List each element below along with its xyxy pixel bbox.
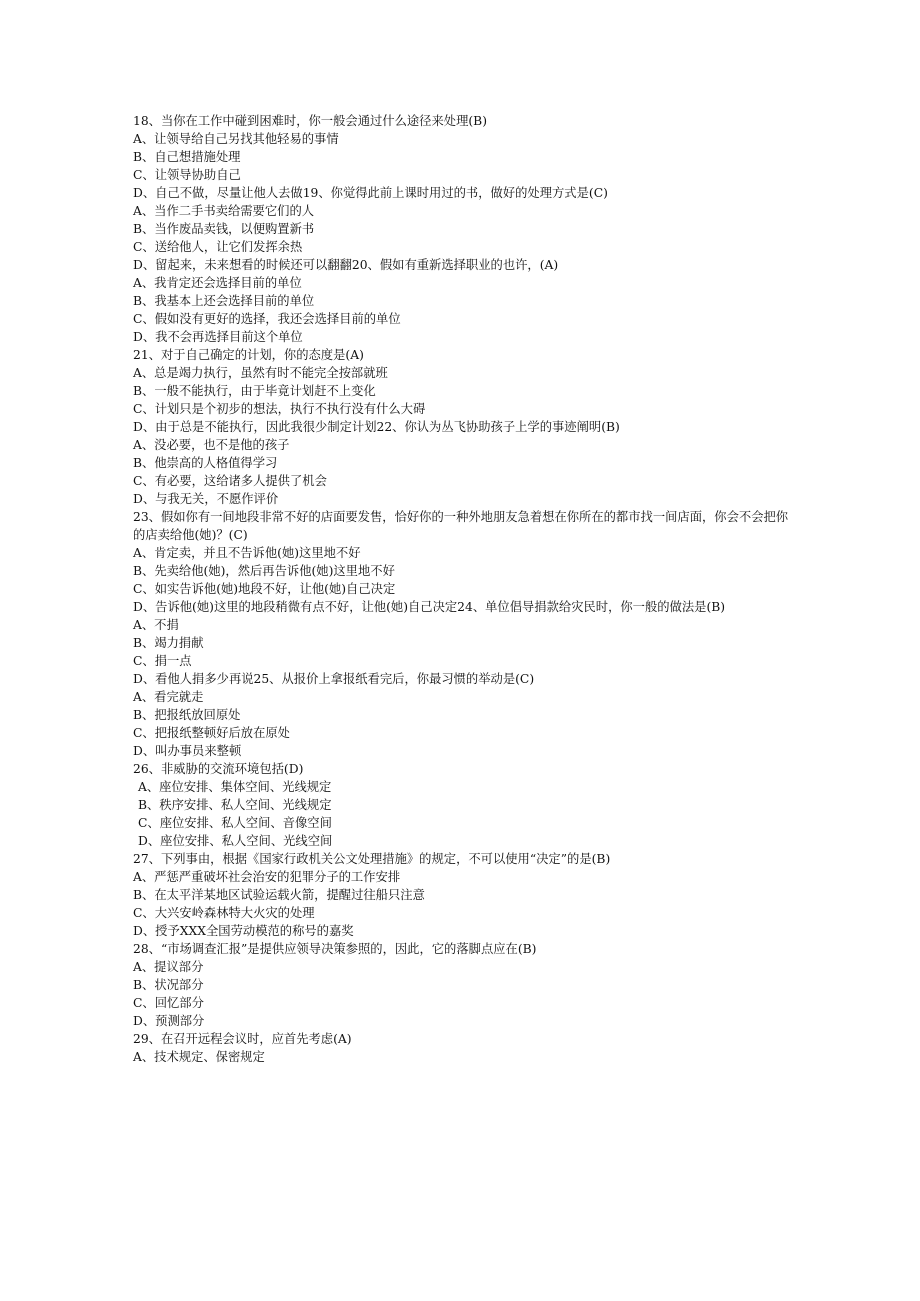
option-b: B、先卖给他(她)，然后再告诉他(她)这里地不好	[133, 564, 395, 578]
option-b: B、把报纸放回原处	[133, 708, 241, 722]
option-c: C、把报纸整顿好后放在原处	[133, 726, 290, 740]
option-d: D、叫办事员来整顿	[133, 744, 242, 758]
option-d: D、座位安排、私人空间、光线空间	[138, 834, 333, 848]
option-b: B、秩序安排、私人空间、光线规定	[138, 798, 332, 812]
option-b: B、他崇高的人格值得学习	[133, 456, 278, 470]
option-d-question-25: D、看他人捐多少再说25、从报价上拿报纸看完后，你最习惯的举动是(C)	[133, 672, 535, 686]
option-d-question-19: D、自己不做，尽量让他人去做19、你觉得此前上课时用过的书，做好的处理方式是(C)	[133, 186, 608, 200]
option-b: B、竭力捐献	[133, 636, 204, 650]
option-a: A、让领导给自己另找其他轻易的事情	[133, 132, 339, 146]
option-c: C、让领导协助自己	[133, 168, 241, 182]
option-c: C、假如没有更好的选择，我还会选择目前的单位	[133, 312, 401, 326]
option-c: C、如实告诉他(她)地段不好，让他(她)自己决定	[133, 582, 396, 596]
option-a: A、没必要，也不是他的孩子	[133, 438, 290, 452]
option-b: B、当作废品卖钱，以便购置新书	[133, 222, 315, 236]
option-c: C、大兴安岭森林特大火灾的处理	[133, 906, 315, 920]
document-body	[133, 112, 793, 1066]
option-c: C、有必要，这给诸多人提供了机会	[133, 474, 327, 488]
question-23: 23、假如你有一间地段非常不好的店面要发售，恰好你的一种外地朋友急着想在你所在的都市找一间店面，你会不会把你的店卖给他(她)？(C)	[133, 510, 789, 542]
option-a: A、不捐	[133, 618, 179, 632]
option-c: C、计划只是个初步的想法，执行不执行没有什么大碍	[133, 402, 426, 416]
option-d: D、预测部分	[133, 1014, 205, 1028]
option-a: A、看完就走	[133, 690, 204, 704]
option-a: A、总是竭力执行，虽然有时不能完全按部就班	[133, 366, 388, 380]
option-d: D、授予XXX全国劳动模范的称号的嘉奖	[133, 924, 354, 938]
option-c: C、捐一点	[133, 654, 192, 668]
option-a: A、肯定卖，并且不告诉他(她)这里地不好	[133, 546, 361, 560]
option-b: B、自己想措施处理	[133, 150, 241, 164]
question-26: 26、非威胁的交流环境包括(D)	[133, 762, 304, 776]
option-d-question-20: D、留起来，未来想看的时候还可以翻翻20、假如有重新选择职业的也许，(A)	[133, 258, 559, 272]
option-a: A、严惩严重破坏社会治安的犯罪分子的工作安排	[133, 870, 401, 884]
option-b: B、一般不能执行，由于毕竟计划赶不上变化	[133, 384, 376, 398]
option-d-question-24: D、告诉他(她)这里的地段稍微有点不好，让他(她)自己决定24、单位倡导捐款给灾民时，你一般的做法是(B)	[133, 600, 726, 614]
question-18: 18、当你在工作中碰到困难时，你一般会通过什么途径来处理(B)	[133, 114, 487, 128]
option-b: B、在太平洋某地区试验运载火箭，提醒过往船只注意	[133, 888, 425, 902]
option-c: C、座位安排、私人空间、音像空间	[138, 816, 332, 830]
question-28: 28、“市场调查汇报”是提供应领导决策参照的，因此，它的落脚点应在(B)	[133, 942, 537, 956]
option-d-question-22: D、由于总是不能执行，因此我很少制定计划22、你认为丛飞协助孩子上学的事迹阐明(B)	[133, 420, 620, 434]
question-29: 29、在召开远程会议时，应首先考虑(A)	[133, 1032, 352, 1046]
option-a: A、当作二手书卖给需要它们的人	[133, 204, 315, 218]
option-b: B、我基本上还会选择目前的单位	[133, 294, 315, 308]
option-c: C、回忆部分	[133, 996, 204, 1010]
option-a: A、技术规定、保密规定	[133, 1050, 265, 1064]
option-a: A、提议部分	[133, 960, 204, 974]
option-a: A、座位安排、集体空间、光线规定	[138, 780, 332, 794]
option-b: B、状况部分	[133, 978, 204, 992]
option-d: D、我不会再选择目前这个单位	[133, 330, 303, 344]
option-c: C、送给他人，让它们发挥余热	[133, 240, 303, 254]
question-21: 21、对于自己确定的计划，你的态度是(A)	[133, 348, 364, 362]
option-d: D、与我无关，不愿作评价	[133, 492, 279, 506]
option-a: A、我肯定还会选择目前的单位	[133, 276, 302, 290]
question-27: 27、下列事由，根据《国家行政机关公文处理措施》的规定，不可以使用“决定”的是(B)	[133, 852, 611, 866]
